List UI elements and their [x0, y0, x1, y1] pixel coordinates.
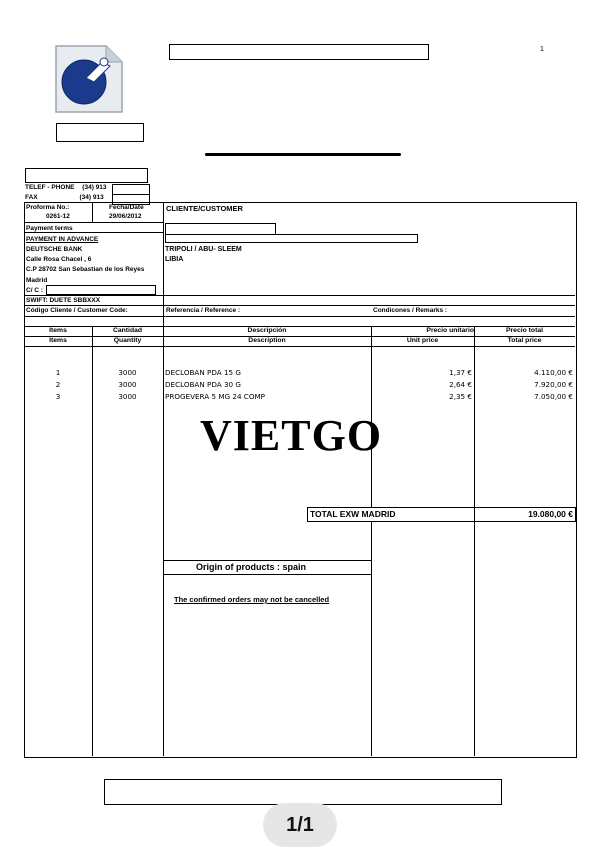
- origin-text: Origin of products : spain: [196, 562, 306, 572]
- decorative-rule: [205, 153, 401, 156]
- page-badge: [263, 803, 337, 847]
- cancellation-note: The confirmed orders may not be cancelled: [174, 595, 330, 604]
- payment-terms-label: Payment terms: [26, 225, 73, 232]
- origin-box: [163, 560, 372, 575]
- item-description: DECLOBAN PDA 15 G: [165, 368, 241, 377]
- company-logo: [54, 44, 124, 114]
- watermark-text: VIETGO: [200, 411, 383, 460]
- item-unit-price: 1,37 €: [449, 368, 472, 377]
- col-total-es: Precio total: [505, 327, 543, 334]
- item-total-price: 7.050,00 €: [534, 392, 573, 401]
- total-value: 19.080,00 €: [528, 509, 573, 519]
- customer-label: CLIENTE/CUSTOMER: [166, 204, 243, 213]
- bank-city: Madrid: [26, 277, 48, 284]
- bank-address-1: Calle Rosa Chacel , 6: [26, 256, 92, 263]
- account-redacted: [46, 285, 156, 295]
- phone-prefix: (34) 913: [82, 184, 107, 191]
- swift-code: SWIFT: DUETE SBBXXX: [26, 297, 101, 304]
- date-value: 29/06/2012: [109, 213, 142, 220]
- col-items-es: Items: [49, 327, 67, 334]
- customer-city: TRIPOLI / ABU- SLEEM: [165, 246, 242, 253]
- col-qty-es: Cantidad: [112, 327, 143, 334]
- fax-prefix: (34) 913: [79, 194, 104, 201]
- address-redacted: [25, 168, 148, 183]
- payment-terms-value: PAYMENT IN ADVANCE: [26, 236, 99, 243]
- item-number: 3: [55, 392, 61, 401]
- page-badge-text: 1/1: [286, 813, 314, 836]
- item-description: PROGEVERA 5 MG 24 COMP: [165, 392, 266, 401]
- footer-redacted: [104, 779, 502, 805]
- item-total-price: 4.110,00 €: [534, 368, 573, 377]
- item-number: 1: [55, 368, 61, 377]
- proforma-label: Proforma No.:: [26, 204, 70, 211]
- proforma-value: 0261-12: [46, 213, 70, 220]
- col-desc-es: Descripción: [247, 327, 287, 334]
- fax-line: [25, 194, 104, 201]
- col-unit-es: Precio unitario: [426, 327, 474, 334]
- phone-line: [25, 184, 107, 191]
- account-label: C/ C :: [26, 287, 43, 294]
- customer-code-label: Código Cliente / Customer Code:: [26, 307, 128, 314]
- total-label: TOTAL EXW MADRID: [310, 509, 396, 519]
- item-number: 2: [55, 380, 61, 389]
- customer-address-redacted: [165, 234, 418, 243]
- item-quantity: 3000: [118, 392, 137, 401]
- item-quantity: 3000: [118, 380, 137, 389]
- logo-caption-redacted: [56, 123, 144, 142]
- col-items-en: Items: [49, 337, 67, 344]
- item-unit-price: 2,35 €: [449, 392, 472, 401]
- customer-country: LIBIA: [165, 256, 184, 263]
- item-unit-price: 2,64 €: [449, 380, 472, 389]
- remarks-label: Condicones / Remarks :: [373, 307, 448, 314]
- page-number-top: 1: [540, 46, 544, 53]
- reference-label: Referencia / Reference :: [166, 307, 241, 314]
- date-label: Fecha/Date: [109, 204, 144, 211]
- col-total-en: Total price: [507, 337, 542, 344]
- item-description: DECLOBAN PDA 30 G: [165, 380, 241, 389]
- item-total-price: 7.920,00 €: [534, 380, 573, 389]
- total-box: [307, 507, 576, 522]
- item-quantity: 3000: [118, 368, 137, 377]
- col-unit-en: Unit price: [406, 337, 439, 344]
- bank-name: DEUTSCHE BANK: [26, 246, 83, 253]
- company-name-redacted: [169, 44, 429, 60]
- fax-label: FAX: [25, 194, 38, 201]
- col-qty-en: Quantity: [113, 337, 142, 344]
- phone-label: TELEF - PHONE: [25, 184, 75, 191]
- bank-address-2: C.P 28702 San Sebastian de los Reyes: [26, 266, 145, 273]
- col-desc-en: Description: [248, 337, 286, 344]
